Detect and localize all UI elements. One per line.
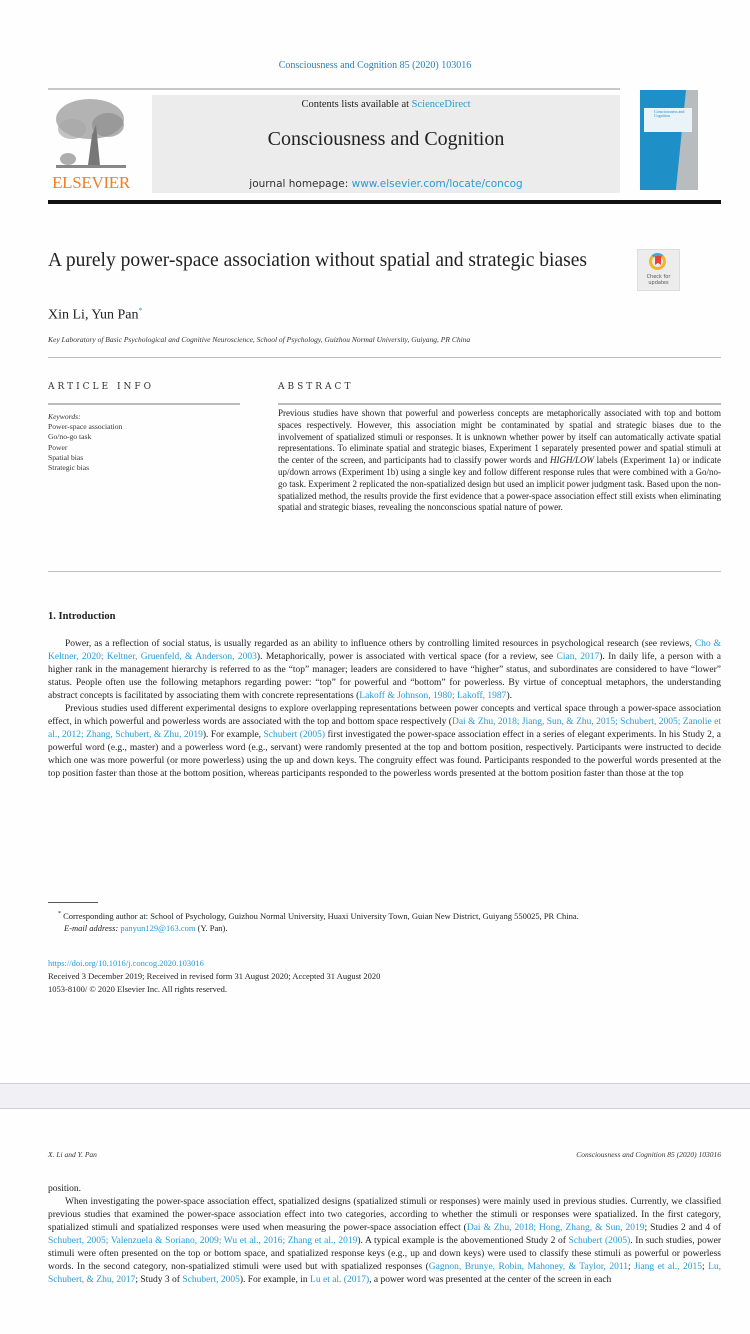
elsevier-logo <box>48 95 134 193</box>
homepage-link[interactable]: www.elsevier.com/locate/concog <box>351 178 523 190</box>
received-dates: Received 3 December 2019; Received in revised form 31 August 2020; Accepted 31 August 2020 <box>48 970 381 981</box>
text-run: , a power word was presented at the center of the screen in each <box>369 1275 612 1285</box>
corresponding-note <box>48 908 728 922</box>
email-line <box>48 922 728 935</box>
keywords-block <box>48 412 122 473</box>
keywords-label: Keywords: <box>48 412 81 421</box>
introduction-heading: 1. Introduction <box>48 611 116 622</box>
journal-reference[interactable]: Consciousness and Cognition 85 (2020) 103016 <box>278 60 472 71</box>
abstract-part: labels (Experiment 1a) or indicate up/down arrows (Experiment 1b) using a single key and follow different response rules that were combined with a Go/no-go task. Experiment 2 replicated the non-spatialized design but used an implicit power judgment task. Based upon the non-spatialized method, the results provide the first evidence that a power-space association effect still exists when eliminating spatial and strategic biases, revealing the nonconscious spatial nature of power. <box>278 455 721 513</box>
elsevier-tree-icon <box>52 95 130 169</box>
journal-title: Consciousness and Cognition <box>267 128 505 150</box>
footnote <box>48 908 728 935</box>
corresponding-mark[interactable]: * <box>138 306 143 315</box>
text-run: ). For example, in <box>239 1275 311 1285</box>
contents-available <box>152 99 620 110</box>
homepage-prefix: journal homepage: <box>249 178 352 190</box>
citation-link[interactable]: Gagnon, Brunye, Robin, Mahoney, & Taylor, 2011 <box>428 1262 629 1272</box>
running-head-authors: X. Li and Y. Pan <box>48 1150 97 1159</box>
citation-link[interactable]: Cho & Keltner, 2020; Keltner, Gruenfeld, & Anderson, 2003 <box>48 639 721 662</box>
citation-link[interactable]: Lu et al. (2017) <box>310 1275 370 1285</box>
journal-banner <box>152 95 620 193</box>
abstract-divider <box>48 571 721 572</box>
text-run: Previous studies used different experimental designs to explore overlapping representations between power concepts and vertical space through a power-space association effect, in which powerful and powerless words are associated with the top and bottom space respectively ( <box>48 704 721 727</box>
keyword-item: Spatial bias <box>48 452 84 462</box>
journal-cover[interactable] <box>640 90 698 190</box>
text-run: ). A typical example is the abovementioned Study 2 of <box>357 1236 569 1246</box>
running-head-journal: Consciousness and Cognition 85 (2020) 103016 <box>576 1150 721 1159</box>
citation-link[interactable]: Schubert (2005) <box>568 1236 631 1246</box>
citation-link[interactable]: Dai & Zhu, 2018; Hong, Zhang, & Sun, 2019 <box>466 1223 645 1233</box>
citation-link[interactable]: Lakoff & Johnson, 1980; Lakoff, 1987 <box>359 691 507 701</box>
header-rule <box>48 88 620 90</box>
keyword-item: Go/no-go task <box>48 432 92 442</box>
footnote-rule <box>48 902 98 903</box>
abstract-italic: HIGH/LOW <box>549 455 594 466</box>
doi-link[interactable]: https://doi.org/10.1016/j.concog.2020.103016 <box>48 958 204 968</box>
text-run: ). <box>506 691 512 701</box>
text-run: ; Studies 2 and 4 of <box>644 1223 721 1233</box>
sciencedirect-link[interactable]: ScienceDirect <box>411 99 471 110</box>
citation-link[interactable]: Dai & Zhu, 2018; Jiang, Sun, & Zhu, 2015; Schubert, 2005; Zanolie et al., 2012; Zhang, Schubert, & Zhu, 2019 <box>48 717 721 740</box>
header-thick-rule <box>48 200 721 204</box>
journal-homepage <box>152 178 620 190</box>
page2-body <box>48 1183 721 1287</box>
keyword-item: Strategic bias <box>48 463 90 473</box>
copyright: 1053-8100/ © 2020 Elsevier Inc. All rights reserved. <box>48 983 228 994</box>
footnote-mark: * <box>58 911 61 917</box>
text-run: ). In daily life, a person with a higher rank in the management hierarchy is referred to as the “top” manager; leaders are considered to have “higher” status, and subordinates are considered to have “lower” status. People often use the following metaphors regarding power: “top” for powerful and “bottom” for powerless. By virtue of conceptual metaphors, the understanding abstract concepts is facilitated by associating them with concrete representations ( <box>48 652 721 701</box>
cover-blue-panel <box>640 90 686 190</box>
check-updates-label: Check for updates <box>646 274 671 286</box>
text-run: first investigated the power-space association effect in a series of elegant experiments. In his Study 2, a powerful word (e.g., master) and a powerless word (e.g., servant) were randomly presented at the top and bottom position, respectively. Participants were instructed to decide which one was more powerful (or more powerless) using the up and down keys. The congruity effect was found. Participants responded to the powerful words presented at the top position faster than those at the bottom position, whereas participants responded to the powerless words presented at the bottom position faster than those at the top <box>48 730 721 779</box>
email-suffix: (Y. Pan). <box>195 923 228 934</box>
citation-link[interactable]: Schubert (2005) <box>263 730 326 740</box>
authors <box>48 306 142 324</box>
email-link[interactable]: panyun129@163.com <box>120 923 196 934</box>
contents-prefix: Contents lists available at <box>301 99 412 110</box>
paragraph <box>48 703 721 781</box>
continued-text: position. <box>48 1184 81 1194</box>
abstract-heading: ABSTRACT <box>278 382 354 392</box>
publication-info <box>48 957 380 995</box>
text-run: When investigating the power-space association effect, spatialized designs (spatialized stimuli or responses) were mainly used in previous studies. Currently, we classified previous studies that examined the power-space association effect into two categories, according to whether the stimuli or responses were spatialized. In the first category, spatialized stimuli and spatialized responses were used when measuring the power-space association effect ( <box>48 1197 721 1233</box>
citation-link[interactable]: Jiang et al., 2015 <box>634 1262 702 1272</box>
affiliation: Key Laboratory of Basic Psychological and Cognitive Neuroscience, School of Psychology, Guizhou Normal University, Guiyang, PR China <box>48 335 471 344</box>
citation-link[interactable]: Schubert, 2005; Valenzuela & Soriano, 2009; Wu et al., 2016; Zhang et al., 2019 <box>48 1236 358 1246</box>
abstract-rule <box>278 403 721 405</box>
text-run: ; <box>701 1262 709 1272</box>
introduction-body <box>48 638 721 781</box>
text-run: ). For example, <box>202 730 264 740</box>
keyword-item: Power-space association <box>48 422 123 432</box>
article-info-heading: ARTICLE INFO <box>48 382 155 392</box>
text-run: ). Metaphorically, power is associated with vertical space (for a review, see <box>256 652 557 662</box>
paragraph <box>48 638 721 703</box>
check-for-updates-button[interactable] <box>637 249 680 291</box>
text-run: ; Study 3 of <box>135 1275 183 1285</box>
abstract-text <box>278 408 721 514</box>
citation-link[interactable]: Schubert, 2005 <box>182 1275 240 1285</box>
citation-link[interactable]: Cian, 2017 <box>556 652 600 662</box>
citation-link[interactable]: Lu, Schubert, & Zhu, 2017 <box>48 1262 722 1285</box>
page-separator <box>0 1083 750 1109</box>
paragraph <box>48 1196 721 1287</box>
corresponding-text: Corresponding author at: School of Psychology, Guizhou Normal University, Huaxi University Town, Guian New District, Guiyang 550025, PR China. <box>61 910 579 921</box>
text-run: ; <box>628 1262 635 1272</box>
article-title: A purely power-space association without spatial and strategic biases <box>48 250 587 271</box>
email-label: E-mail address: <box>64 923 119 934</box>
elsevier-wordmark: ELSEVIER <box>52 173 130 192</box>
keyword-item: Power <box>48 442 68 452</box>
article-info-rule <box>48 403 240 405</box>
cover-title: Consciousness and Cognition <box>644 108 692 132</box>
text-run: . In such studies, power stimuli were often presented on the top or bottom space, and spatialized response keys (e.g., up and down keys) were used to classify these stimuli as powerful or powerless words. In the second category, non-spatialized stimuli were used but with spatialized responses ( <box>48 1236 721 1272</box>
text-run: Power, as a reflection of social status, is usually regarded as an ability to influence others by controlling limited resources in psychological research (see reviews, <box>65 639 695 649</box>
authors-divider <box>48 357 721 358</box>
abstract-part: Previous studies have shown that powerful and powerless concepts are metaphorically associated with top and bottom spaces respectively. However, this association might be contaminated by spatial and strategic biases due to the involvement of spatialized stimuli or responses. It is unknown whether power by itself can automatically activate spatial representations. To eliminate spatial and strategic biases, Experiment 1 separately presented power and spatial stimuli at the center of the screen, and participants had to classify power words and <box>278 408 721 466</box>
author-names: Xin Li, Yun Pan <box>48 307 139 323</box>
